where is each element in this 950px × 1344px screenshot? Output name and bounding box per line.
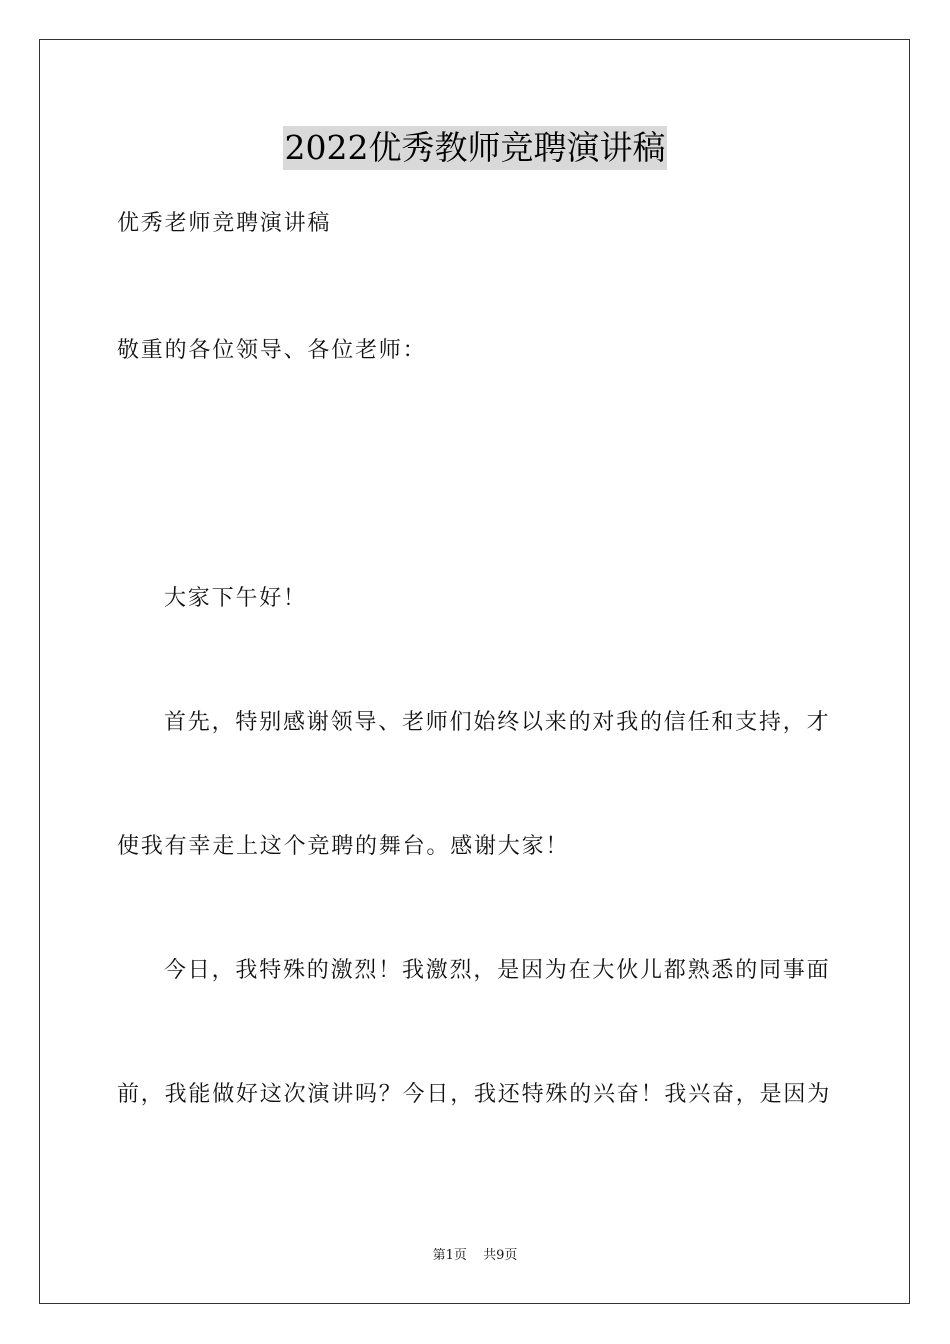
body-line: 使我有幸走上这个竞聘的舞台。感谢大家！ (117, 834, 570, 859)
body-line: 首先，特别感谢领导、老师们始终以来的对我的信任和支持，才 (164, 710, 831, 735)
body-line: 前，我能做好这次演讲吗？今日，我还特殊的兴奋！我兴奋，是因为 (117, 1082, 832, 1107)
document-title: 2022优秀教师竞聘演讲稿 (283, 126, 668, 170)
greeting-line: 大家下午好！ (164, 586, 307, 611)
title-container (0, 126, 950, 170)
page-footer (0, 1247, 950, 1265)
subtitle-line: 优秀老师竞聘演讲稿 (117, 211, 332, 236)
salutation-line: 敬重的各位领导、各位老师： (117, 338, 427, 363)
body-line: 今日，我特殊的激烈！我激烈，是因为在大伙儿都熟悉的同事面 (164, 958, 831, 983)
page-total: 共9页 (483, 1248, 518, 1263)
page-number: 第1页 (432, 1248, 467, 1263)
